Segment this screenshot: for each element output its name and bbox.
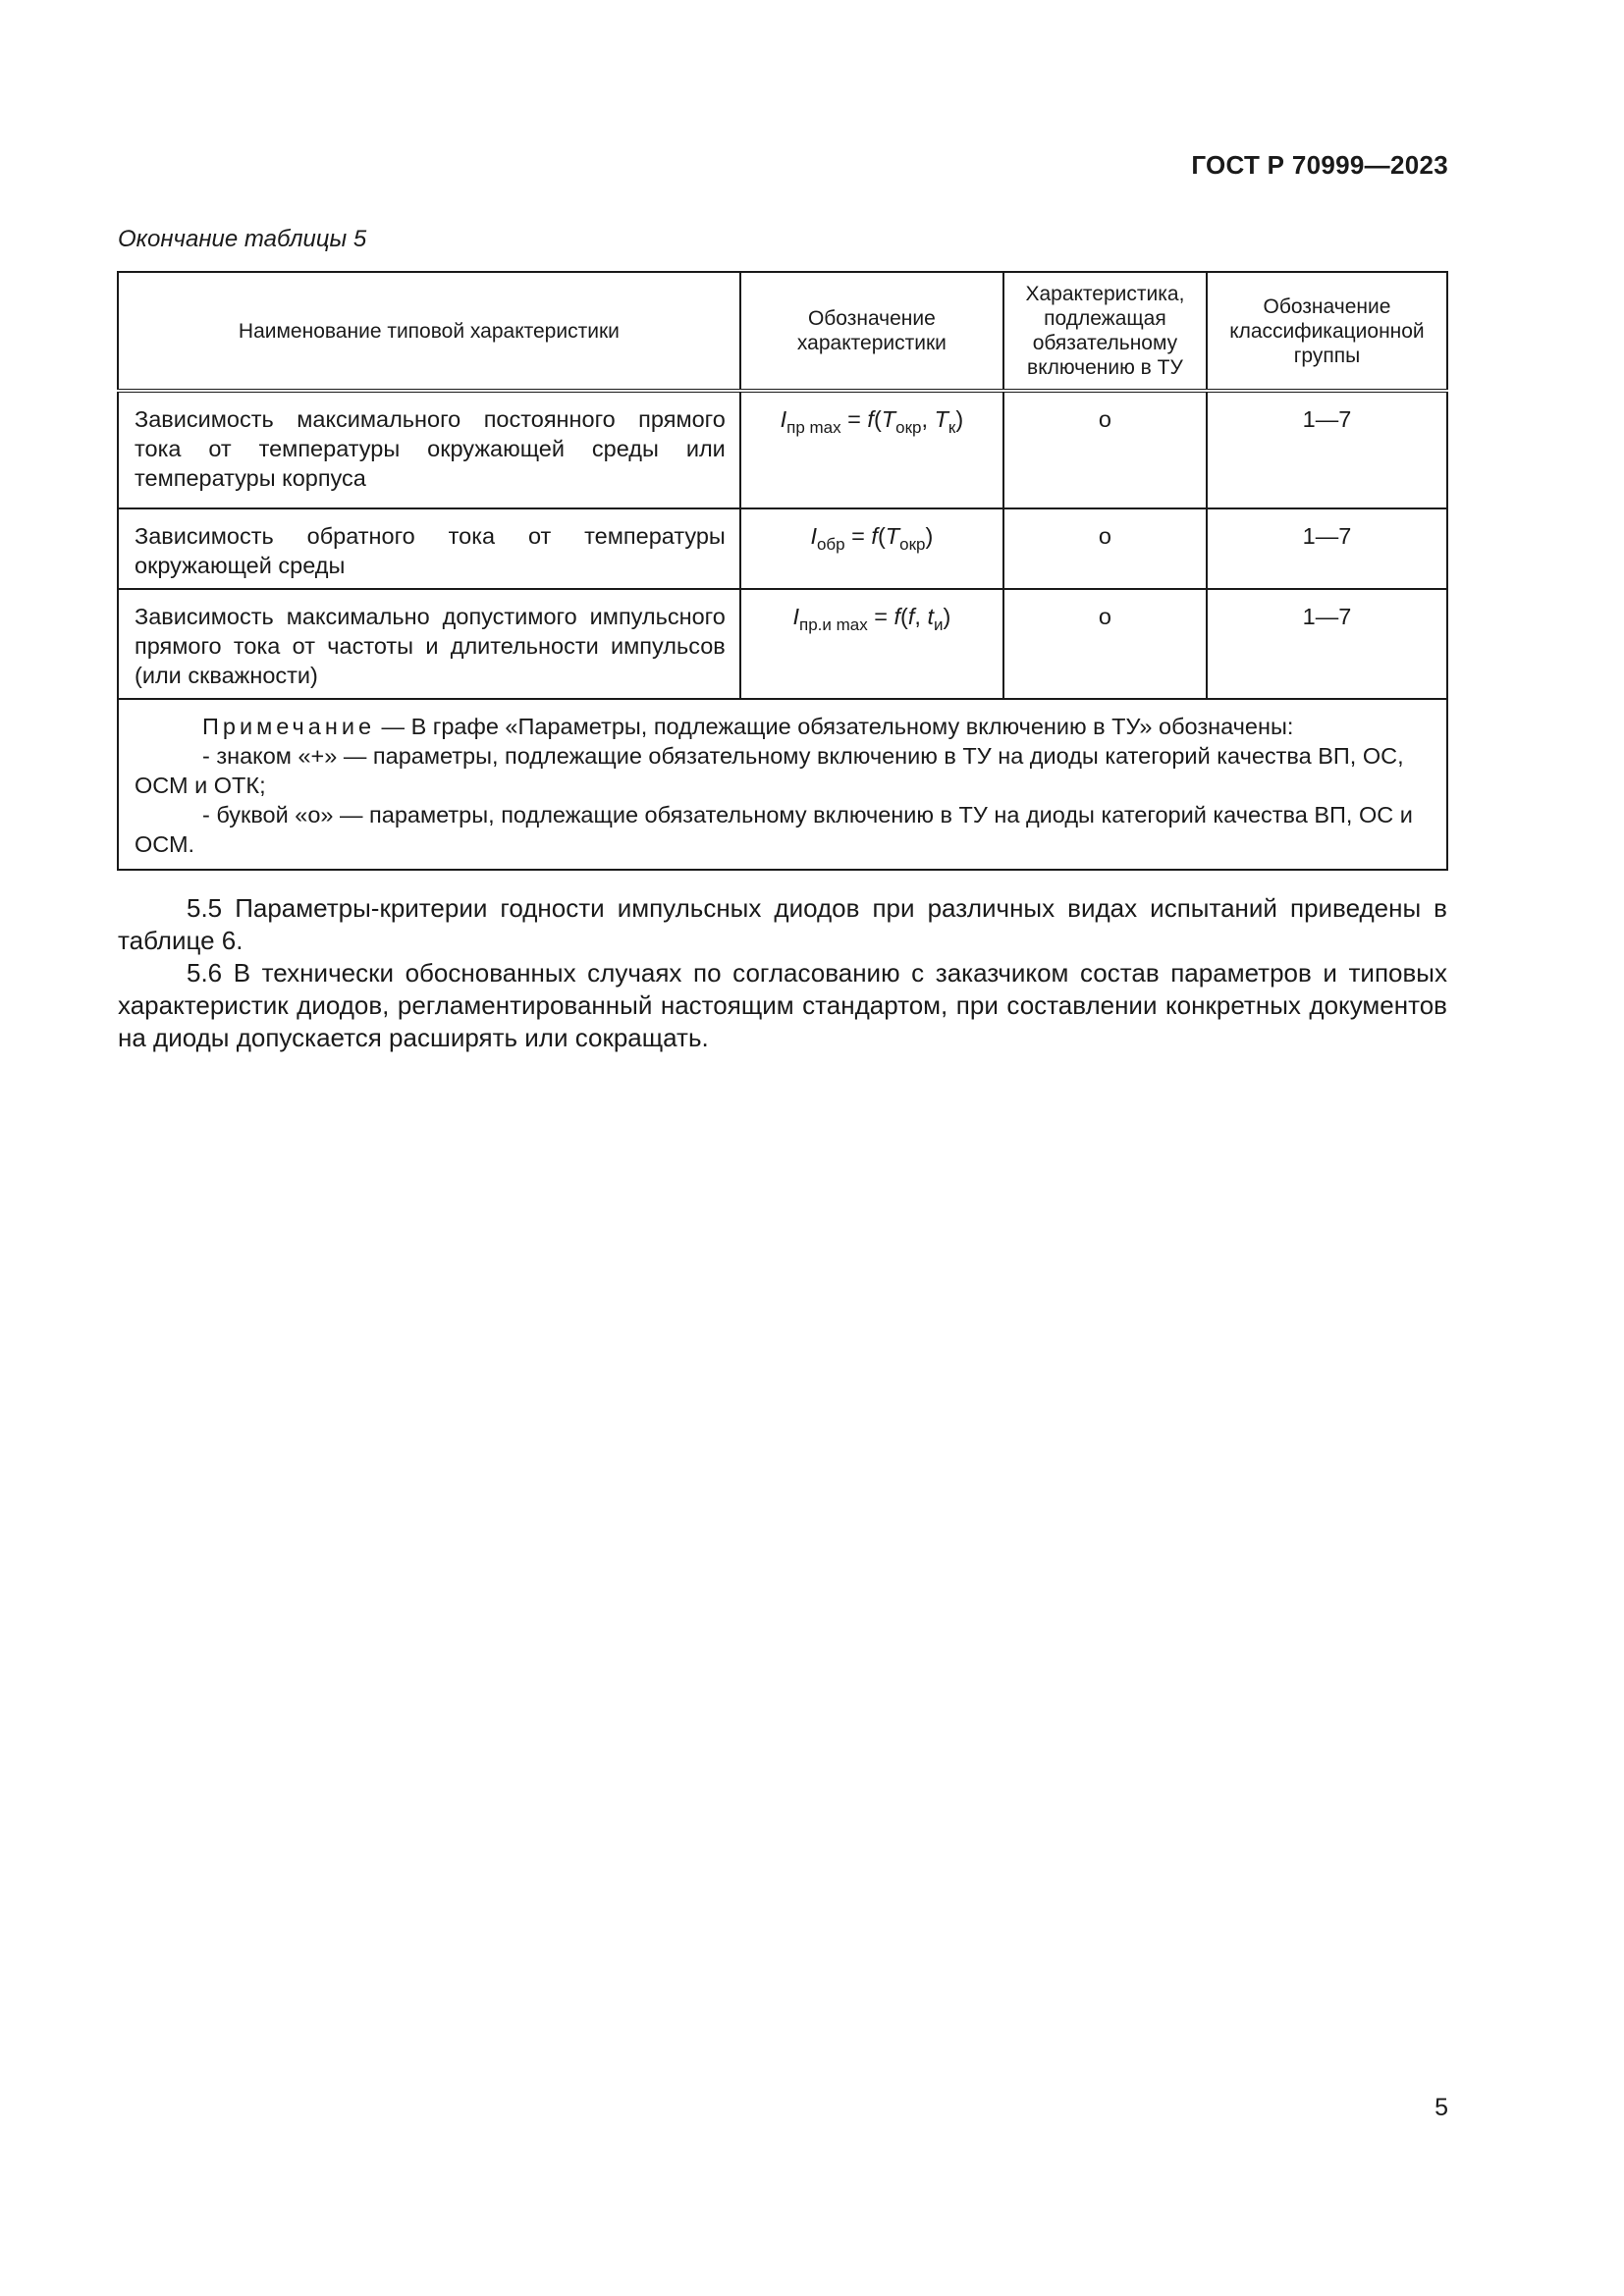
column-header-required: Характеристика, подлежащая обязательному включению в ТУ [1003,272,1207,391]
paragraph-5-5: 5.5 Параметры-критерии годности импульсных диодов при различных видах испытаний приведены в таблице 6. [118,893,1447,955]
note-item: - буквой «о» — параметры, подлежащие обязательному включению в ТУ на диоды категорий качества ВП, ОС и ОСМ. [135,802,1413,857]
document-code: ГОСТ Р 70999—2023 [1191,150,1448,180]
cell-group: 1—7 [1207,589,1447,699]
table-row [118,589,1447,699]
table-caption: Окончание таблицы 5 [118,226,367,252]
cell-required: о [1003,391,1207,508]
note-item: - знаком «+» — параметры, подлежащие обязательному включению в ТУ на диоды категорий качества ВП, ОС, ОСМ и ОТК; [135,743,1404,798]
characteristics-table [117,271,1448,871]
column-header-name: Наименование типовой характеристики [118,272,740,391]
table-header-row [118,272,1447,391]
cell-name: Зависимость максимального постоянного прямого тока от температуры окружающей среды или температуры корпуса [118,391,740,508]
table-note [118,699,1447,870]
table-row [118,391,1447,508]
paragraph-5-6: 5.6 В технически обоснованных случаях по согласованию с заказчиком состав параметров и типовых характеристик диодов, регламентированный настоящим стандартом, при составлении конкретных документов на диоды допускается расширять или сокращать. [118,958,1447,1052]
cell-name: Зависимость максимально допустимого импульсного прямого тока от частоты и длительности импульсов (или скважности) [118,589,740,699]
cell-name: Зависимость обратного тока от температуры окружающей среды [118,508,740,589]
cell-group: 1—7 [1207,391,1447,508]
cell-symbol: $I_{пр max} = f(T_{окр}$, $T_к$) [740,391,1003,508]
column-header-symbol: Обозначение характеристики [740,272,1003,391]
page-number: 5 [1435,2094,1448,2121]
cell-symbol: $I_{обр} = f(T_{окр})$ [740,508,1003,589]
cell-required: о [1003,508,1207,589]
cell-required: о [1003,589,1207,699]
table-note-row [118,699,1447,870]
note-label: Примечание [202,714,376,739]
cell-group: 1—7 [1207,508,1447,589]
note-intro: — В графе «Параметры, подлежащие обязательному включению в ТУ» обозначены: [375,714,1294,739]
cell-symbol: $I_{пр.и max} = f(f$, $t_и$) [740,589,1003,699]
table-row [118,508,1447,589]
column-header-group: Обозначение классификационной группы [1207,272,1447,391]
